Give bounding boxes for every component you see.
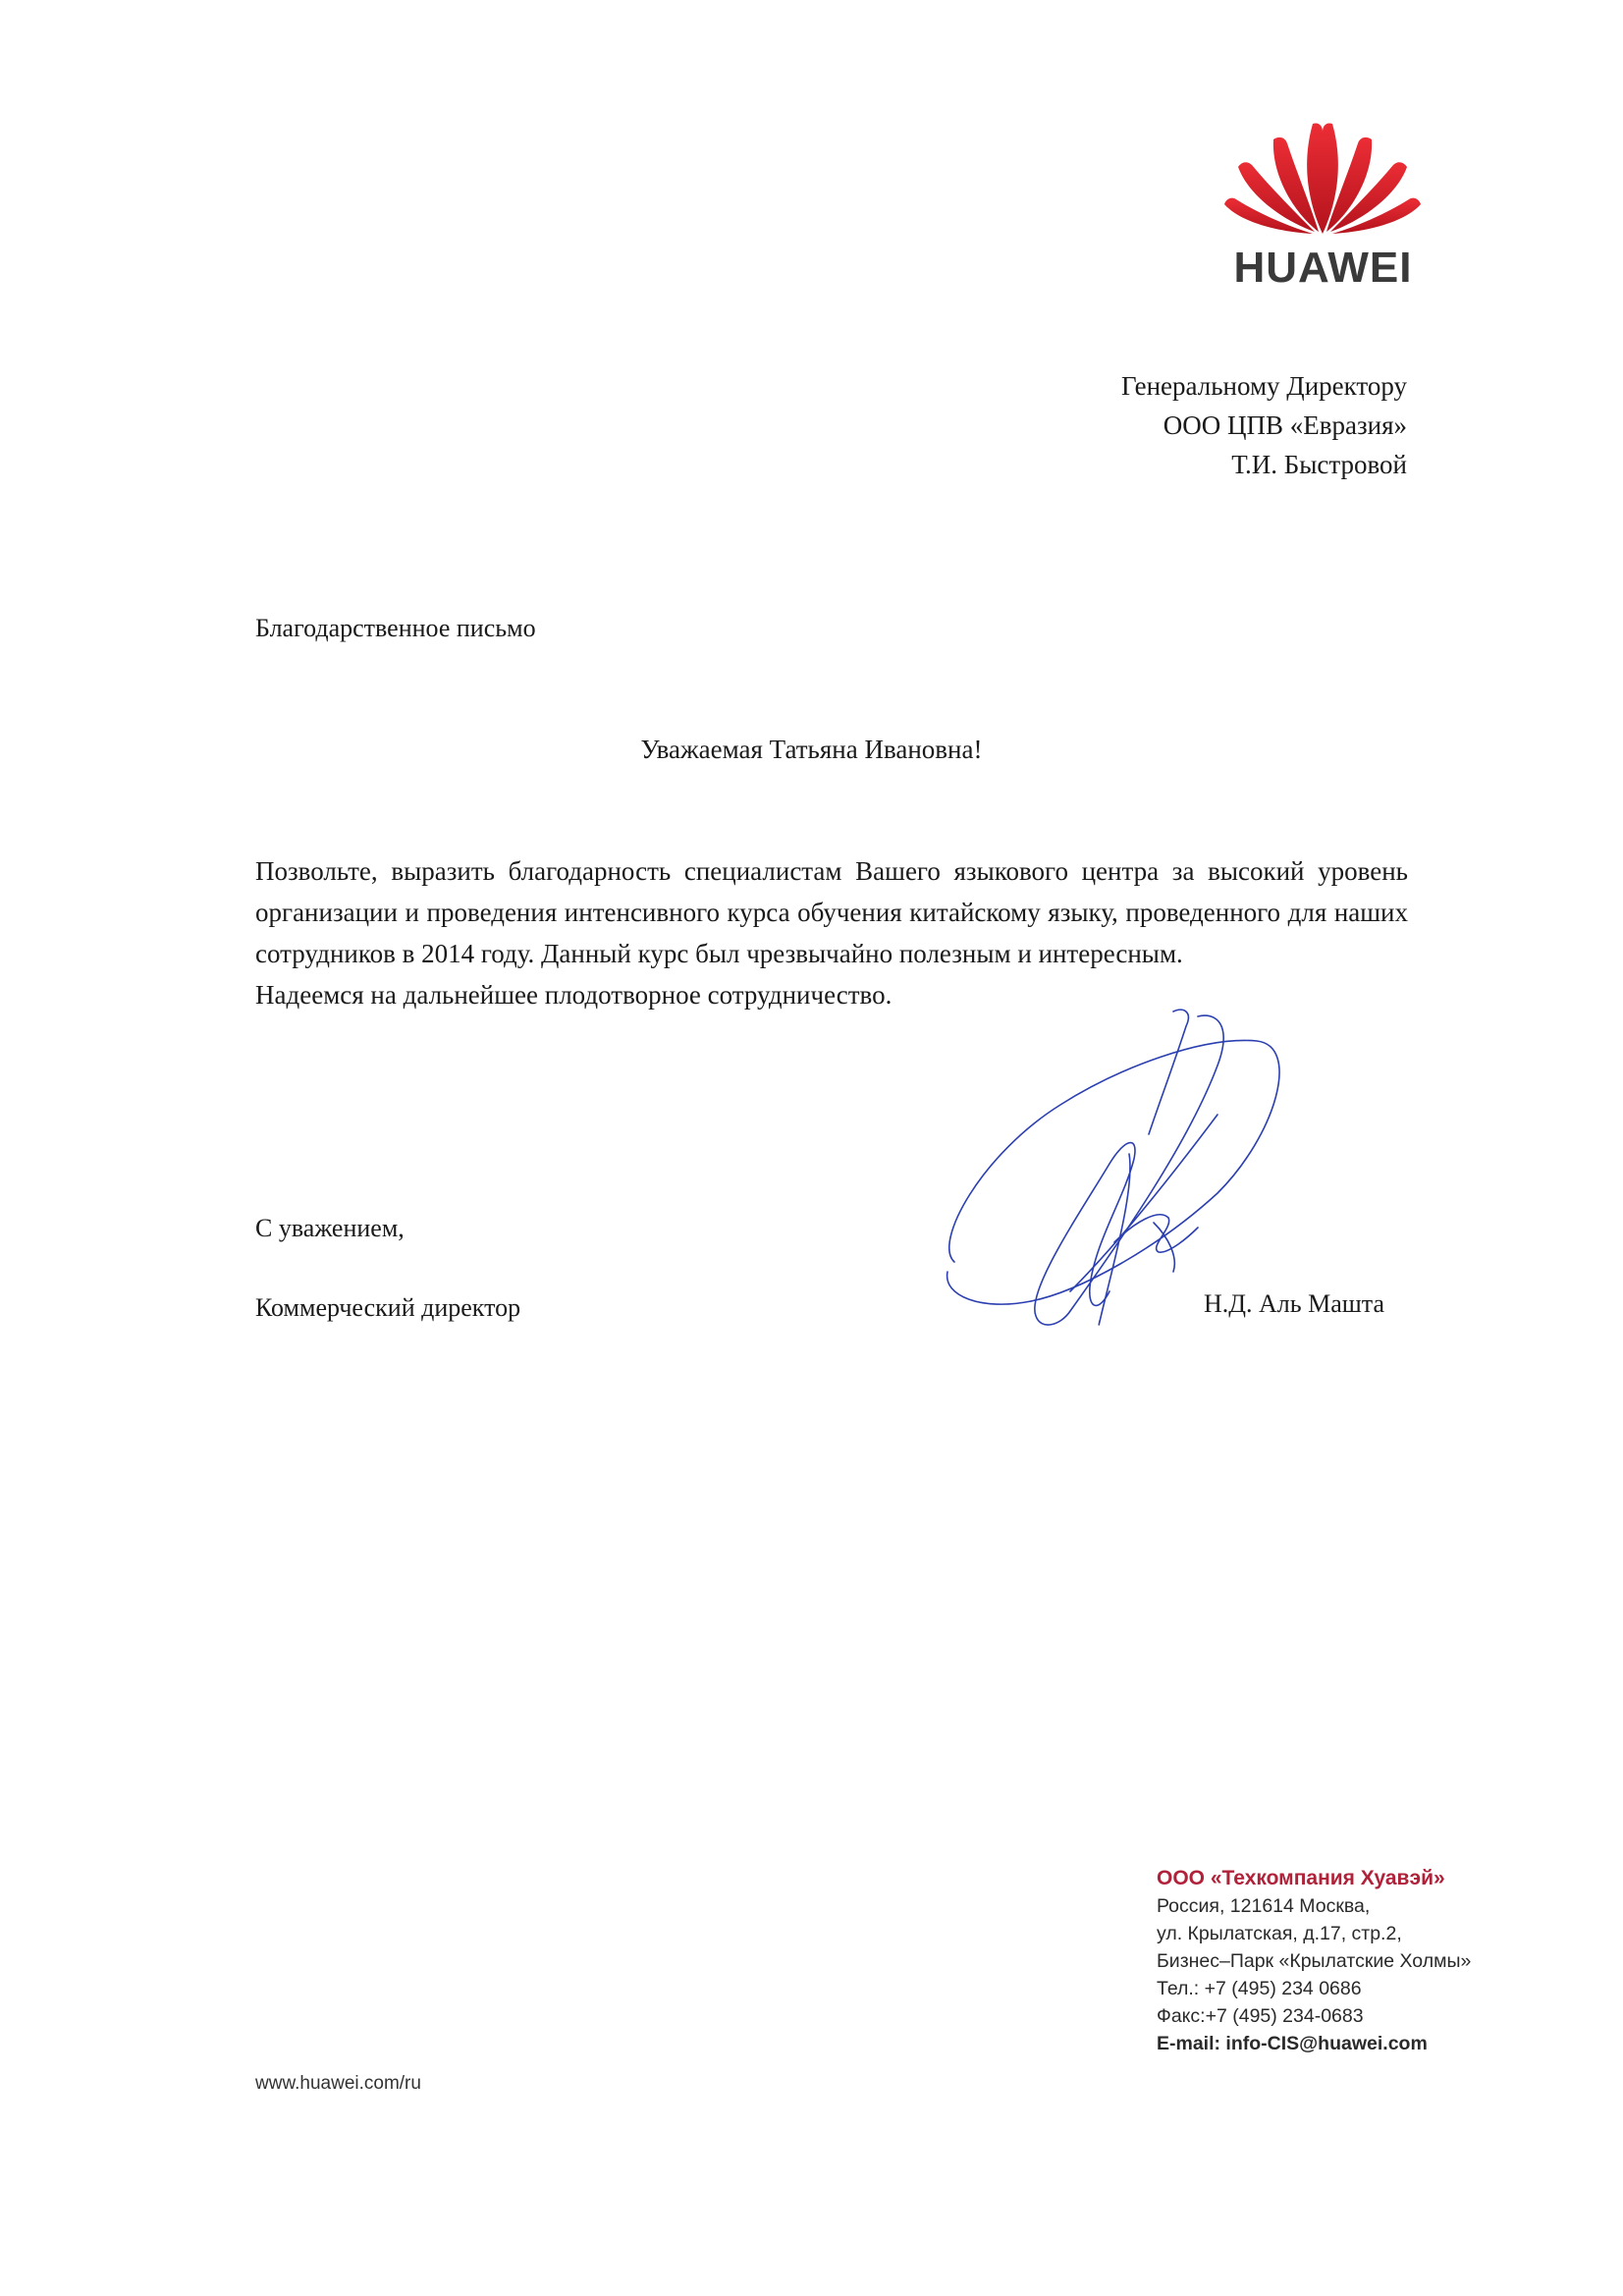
company-name: ООО «Техкомпания Хуавэй» [1157,1867,1445,1889]
phone-line: Тел.: +7 (495) 234 0686 [1157,1978,1362,1999]
signer-name: Н.Д. Аль Машта [1203,1289,1384,1318]
fax-line: Факс:+7 (495) 234-0683 [1157,2005,1364,2027]
address-line: Бизнес–Парк «Крылатские Холмы» [1157,1950,1472,1972]
closing: С уважением, [255,1214,405,1242]
address-line: Россия, 121614 Москва, [1157,1895,1371,1917]
logo-wordmark: HUAWEI [1233,244,1413,292]
recipient-line: Генеральному Директору [1121,371,1407,401]
letter-title: Благодарственное письмо [255,614,536,642]
recipient-block [1121,366,1407,484]
signer-position: Коммерческий директор [255,1293,521,1322]
company-address-block [1157,1865,1471,2057]
website-url: www.huawei.com/ru [255,2073,421,2094]
body-paragraph: Надеемся на дальнейшее плодотворное сотрудничество. [255,980,893,1010]
handwritten-signature [923,997,1316,1336]
salutation: Уважаемая Татьяна Ивановна! [640,735,983,764]
address-line: ул. Крылатская, д.17, стр.2, [1157,1923,1402,1944]
huawei-petals-icon [1222,118,1424,241]
signature-scribble [923,997,1316,1336]
recipient-line: Т.И. Быстровой [1231,450,1407,479]
recipient-line: ООО ЦПВ «Евразия» [1163,410,1407,440]
huawei-logo [1222,118,1424,290]
letter-body [255,850,1408,1015]
body-paragraph: Позвольте, выразить благодарность специалистам Вашего языкового центра за высокий уровень организации и проведения интенсивного курса обучения китайскому языку, проведенного для наших сотрудников в 2014 году. Данный курс был чрезвычайно полезным и интересным. [255,856,1408,968]
email-line: E-mail: info-CIS@huawei.com [1157,2033,1428,2054]
